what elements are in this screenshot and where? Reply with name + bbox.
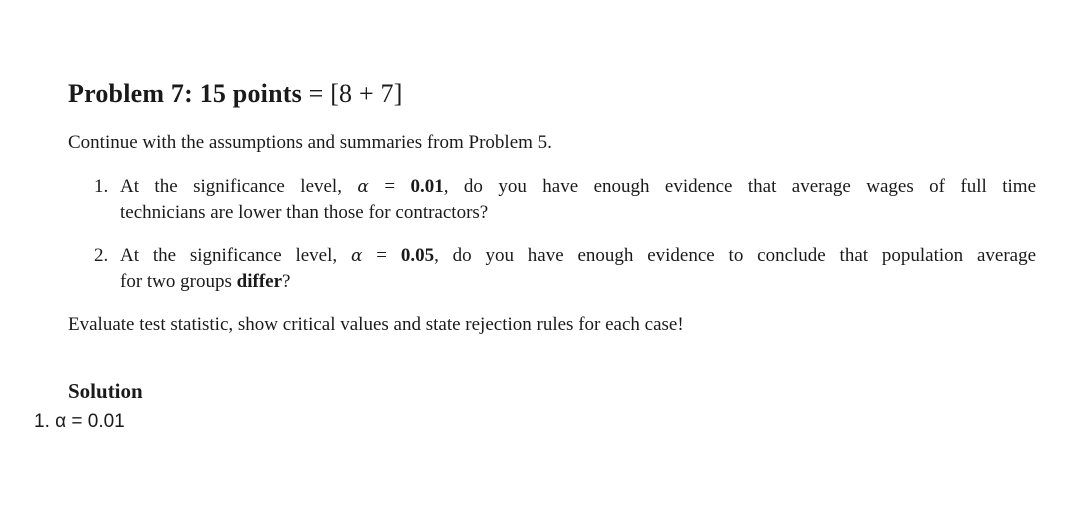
- question-pre-text: At the significance level,: [120, 245, 338, 266]
- question-number: 1.: [94, 176, 109, 197]
- closing-instruction: Evaluate test statistic, show critical values and state rejection rules for each case!: [68, 314, 684, 335]
- question-line-2-post: ?: [282, 271, 291, 292]
- alpha-value: 0.05: [400, 245, 435, 266]
- question-list-item-2: [94, 243, 1044, 295]
- question-line-1: [120, 243, 1036, 269]
- intro-text: Continue with the assumptions and summaries from Problem 5.: [68, 132, 552, 153]
- alpha-value: 0.01: [410, 176, 444, 197]
- question-post-text: , do you have enough evidence that average wages of full time: [443, 176, 1037, 197]
- question-line-2: technicians are lower than those for contractors?: [120, 202, 489, 223]
- solution-title: Solution: [68, 379, 143, 403]
- question-number: 2.: [94, 245, 109, 266]
- alpha-symbol: α: [350, 246, 363, 266]
- question-line-2: [120, 269, 1044, 295]
- question-line-1: [120, 174, 1036, 200]
- problem-title: Problem 7: 15 points: [68, 79, 302, 108]
- alpha-symbol: α: [357, 177, 369, 197]
- solution-line-1: 1. α = 0.01: [34, 411, 125, 432]
- alpha-equals: =: [376, 245, 387, 266]
- question-post-text: , do you have enough evidence to conclude that population average: [434, 245, 1037, 266]
- question-line-2-bold: differ: [236, 271, 283, 292]
- problem-points-breakdown: [8 + 7]: [330, 79, 403, 108]
- problem-heading: [68, 78, 403, 110]
- question-list-item-1: [94, 174, 1044, 226]
- alpha-equals: =: [384, 176, 396, 197]
- problem-equals-sign: =: [308, 79, 324, 108]
- question-pre-text: At the significance level,: [120, 176, 342, 197]
- question-line-2-pre: for two groups: [120, 271, 237, 292]
